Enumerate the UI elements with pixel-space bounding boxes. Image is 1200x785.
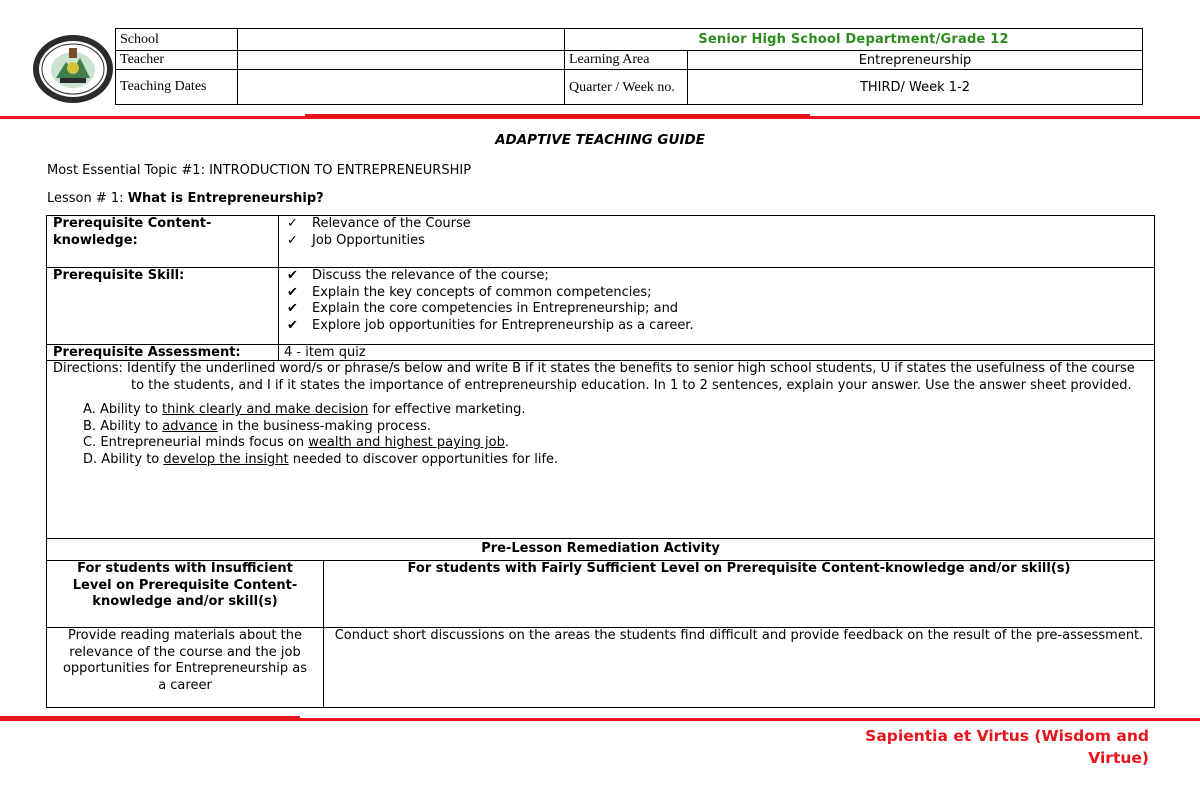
fair-activity: Conduct short discussions on the areas the students find difficult and provide feedback on the result of the pre-assessment. bbox=[324, 628, 1155, 708]
topic-value: INTRODUCTION TO ENTREPRENEURSHIP bbox=[209, 163, 472, 178]
school-motto: Sapientia et Virtus (Wisdom and Virtue) bbox=[865, 727, 1149, 767]
check-icon: ✔ bbox=[287, 317, 298, 333]
quiz-item: A. Ability to think clearly and make decision for effective marketing. bbox=[83, 402, 526, 417]
learning-area-label: Learning Area bbox=[565, 51, 688, 70]
insufficient-activity: Provide reading materials about the relevance of the course and the job opportunities for Entrepreneurship as a career bbox=[47, 628, 324, 708]
department-title: Senior High School Department/Grade 12 bbox=[565, 29, 1143, 51]
list-item: ✔ Explore job opportunities for Entrepreneurship as a career. bbox=[287, 317, 694, 333]
header-table bbox=[115, 28, 1143, 105]
prereq-content-label: Prerequisite Content-knowledge: bbox=[47, 216, 279, 268]
list-item: ✔ Explain the key concepts of common competencies; bbox=[287, 284, 652, 300]
prereq-skill-list bbox=[284, 268, 1149, 334]
topic-label: Most Essential Topic #1: bbox=[47, 163, 210, 178]
prereq-skill-label: Prerequisite Skill: bbox=[47, 268, 279, 345]
quiz-items bbox=[53, 402, 1149, 468]
remediation-heading: Pre-Lesson Remediation Activity bbox=[47, 539, 1155, 561]
footer-divider-accent bbox=[0, 716, 300, 720]
prereq-content-list bbox=[284, 216, 1149, 249]
teacher-value bbox=[238, 51, 565, 70]
check-icon: ✓ bbox=[287, 232, 298, 248]
teaching-dates-label: Teaching Dates bbox=[116, 70, 238, 105]
quiz-item: D. Ability to develop the insight needed to discover opportunities for life. bbox=[83, 451, 559, 467]
prereq-content-cell bbox=[279, 216, 1155, 268]
directions-line-2: to the students, and I if it states the importance of entrepreneurship education. In 1 to 2 sentences, explain your answer. Use the answer sheet provided. bbox=[131, 377, 1132, 393]
quiz-item: B. Ability to advance in the business-making process. bbox=[83, 418, 431, 434]
quarter-label: Quarter / Week no. bbox=[565, 70, 688, 105]
directions-line-1: Directions: Identify the underlined word/s or phrase/s below and write B if it states the benefits to senior high school students, U if states the usefulness of the course bbox=[53, 361, 1135, 376]
quarter-value: THIRD/ Week 1-2 bbox=[688, 70, 1143, 105]
check-icon: ✔ bbox=[287, 301, 298, 316]
prereq-assessment-label: Prerequisite Assessment: bbox=[47, 345, 279, 361]
check-icon: ✔ bbox=[287, 268, 298, 283]
school-seal-icon bbox=[32, 34, 114, 104]
list-item: ✔ Discuss the relevance of the course; bbox=[287, 268, 549, 283]
directions-cell bbox=[47, 361, 1155, 539]
school-value bbox=[238, 29, 565, 51]
teacher-label: Teacher bbox=[116, 51, 238, 70]
prereq-assessment-value: 4 - item quiz bbox=[279, 345, 1155, 361]
list-item: ✔ Explain the core competencies in Entrepreneurship; and bbox=[287, 301, 679, 316]
prereq-skill-cell bbox=[279, 268, 1155, 345]
check-icon: ✔ bbox=[287, 284, 298, 300]
list-item: ✓ Relevance of the Course bbox=[287, 216, 471, 231]
quiz-item: C. Entrepreneurial minds focus on wealth and highest paying job. bbox=[83, 435, 509, 450]
lesson-line bbox=[47, 191, 324, 206]
lesson-label: Lesson # 1: bbox=[47, 191, 128, 206]
lesson-value: What is Entrepreneurship? bbox=[127, 191, 324, 206]
directions-line-2-start bbox=[53, 378, 1149, 395]
insufficient-header: For students with Insufficient Level on Prerequisite Content-knowledge and/or skill(s) bbox=[47, 561, 324, 628]
page-title: ADAPTIVE TEACHING GUIDE bbox=[495, 132, 705, 148]
header-divider-accent bbox=[305, 114, 810, 118]
teaching-guide-table bbox=[46, 215, 1155, 708]
topic-line bbox=[47, 163, 471, 178]
teaching-dates-value bbox=[238, 70, 565, 105]
learning-area-value: Entrepreneurship bbox=[688, 51, 1143, 70]
fair-header: For students with Fairly Sufficient Level on Prerequisite Content-knowledge and/or skill(s) bbox=[324, 561, 1155, 628]
school-label: School bbox=[116, 29, 238, 51]
check-icon: ✓ bbox=[287, 216, 298, 231]
list-item: ✓ Job Opportunities bbox=[287, 232, 425, 248]
